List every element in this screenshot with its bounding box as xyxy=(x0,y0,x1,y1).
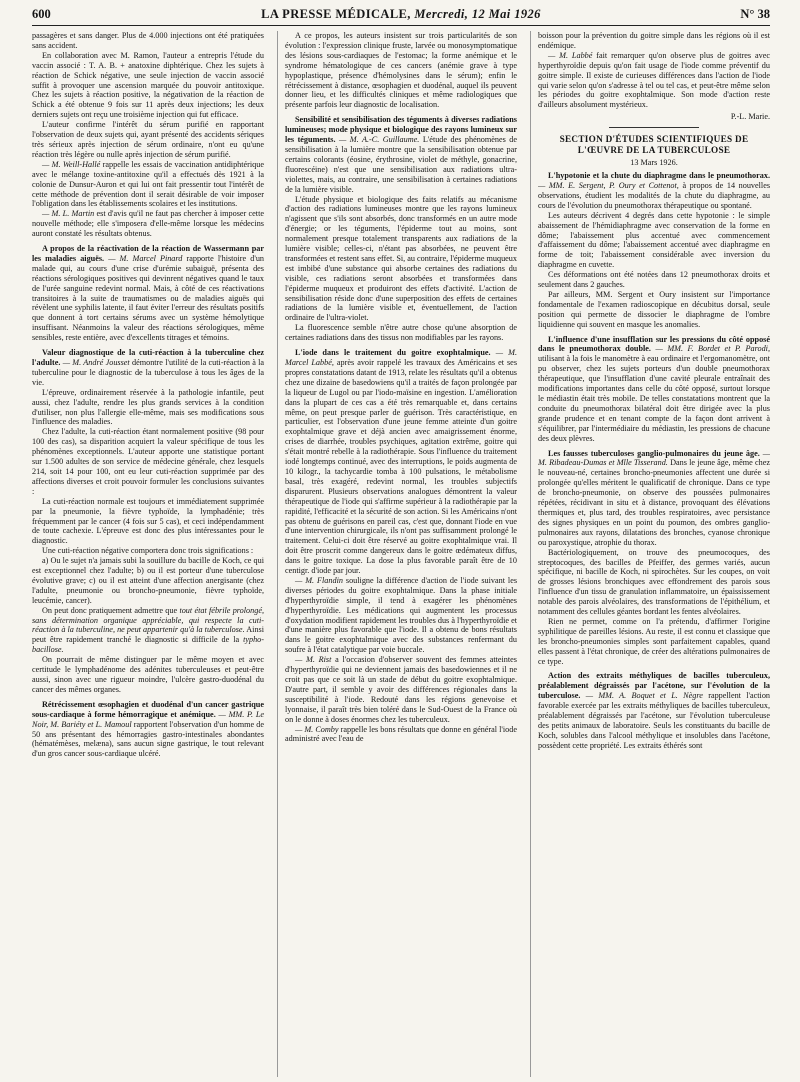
paragraph xyxy=(32,209,264,239)
article-title: Sensibilité et sensibilisation des téguments à diverses radiations lumineuses; mode physique et biologique des rayons lumineux sur les téguments. xyxy=(285,115,517,145)
paragraph: On pourrait de même distinguer par le même moyen et avec certitude le lymphadénome des adénites tuberculeuses et peut-être aussi, sinon avec une rigueur moindre, l'ulcère gastro-duodénal du cancer des mêmes organes. xyxy=(32,655,264,694)
paragraph xyxy=(32,606,264,656)
signature: P.-L. Marie. xyxy=(730,112,770,122)
author: — MM. P. Le Noir, M. Bariéty et L. Mamoul xyxy=(32,709,264,729)
paragraph-text: Ainsi peut être rapidement tranché le diagnostic si difficile de la xyxy=(32,625,264,645)
paragraph: Les auteurs décrivent 4 degrés dans cette hypotonie : le simple abaissement de l'hémidiaphragme avec conservation de la forme en dôme; l'abaissement plus accentué avec commencement d'affaissement du dôme; l'abaissement accentué avec diaphragme en forme de toit; l'abaissement considérable avec inversion du diaphragme en cuvette. xyxy=(538,210,770,270)
article xyxy=(32,244,264,343)
paragraph-text: démontre l'utilité de la cuti-réaction à la tuberculine pour le diagnostic de la tuberculose à tous les âges de la vie. xyxy=(32,358,264,387)
article xyxy=(538,171,770,211)
paragraph: Rien ne permet, comme on l'a prétendu, d'affirmer l'origine syphilitique de pareilles lésions. Au reste, il est connu et classique que les broncho-pneumonies simples sont parfaitement capables, quand elles passent à l'état chronique, de créer des altérations pulmonaires de ce type. xyxy=(538,616,770,666)
column-3 xyxy=(538,31,770,1077)
article xyxy=(538,671,770,750)
paragraph: La cuti-réaction normale est toujours et immédiatement supprimée par la pneumonie, la fièvre typhoïde, la lymphadénie; très fréquemment par le cancer (4 fois sur 5 cas), et ceci indépendamment de toute cachexie. L'épreuve est donc des plus intéressantes pour le diagnostic. xyxy=(32,496,264,546)
column-2 xyxy=(285,31,517,1077)
paragraph-text: a l'occasion d'observer souvent des femmes atteintes d'hyperthyroïdie qui ne deviennent jamais des basedowiennes et il ne croit pas que ce soit là un stade de début du goitre exophtalmique. D'autre part, il semble y avoir des différences régionales dans la susceptibilité à l'iode. Redouté dans les régions genevoise et lyonnaise, il paraît très bien toléré dans le Sud-Ouest de la France où on le donne à doses énormes chez les tuberculeux. xyxy=(285,655,517,724)
article-title: L'hypotonie et la chute du diaphragme dans le pneumothorax. xyxy=(548,171,770,181)
article-title: L'iode dans le traitement du goitre exophtalmique. xyxy=(295,348,491,358)
author: — M. A.-C. Guillaume. xyxy=(339,135,420,145)
paragraph-text: rappellent l'action favorable exercée par les extraits méthyliques de bacilles tuberculeux, préalablement dégraissés par l'acétone, sur l'évolution tuberculeuse des petits animaux de laboratoire. Seuls les constituants du bacille de Koch, solubles dans l'alcool méthylique et insolubles dans l'acétone, possèdent cette propriété. Les extraits éthérés sont xyxy=(538,691,770,750)
paragraph: Bactériologiquement, on trouve des pneumocoques, des streptocoques, des bacilles de Pfeiffer, des germes variés, aucun spécifique, ni bacille de Koch, ni spirochètes. Sur les coupes, on voit de grosses lésions bronchiques avec effondrement des parois sous l'influence d'un tissu de granulation inflammatoire, un épaississement notable des parois alvéolaires, des transformations de l'épithélium, et notamment des cellules géantes bordant les fentes alvéolaires. xyxy=(538,547,770,617)
column-1 xyxy=(32,31,264,1077)
author: — M. Ribadeau-Dumas et Mlle Tisserand. xyxy=(538,448,770,468)
emphasis: tout état fébrile prolongé, sans détermination organique appréciable, qui respecte la cuti-réaction à la tuberculine, ne peut appartenir qu'à la tuberculose. xyxy=(32,605,264,635)
journal-masthead xyxy=(32,7,770,22)
author: — MM. E. Sergent, P. Oury et Cottenot, xyxy=(538,180,679,190)
paragraph-text: fait remarquer qu'on observe plus de goitres avec hyperthyroïdie depuis qu'on fait usage de l'iode comme préventif du goitre simple. Il existe de curieuses différences dans l'action de l'iode qui varie selon qu'on s'adresse à tel ou tel cas, et peut-être même selon les périodes du goitre exophtalmique. Son mode d'action reste d'ailleurs absolument mystérieux. xyxy=(538,50,770,110)
paragraph: L'étude physique et biologique des faits relatifs au mécanisme d'action des radiations lumineuses montre que les rayons lumineux n'agissent que s'ils sont absorbés, donc transformés en un autre mode d'énergie; or les téguments, l'épiderme tout au moins, sont normalement presque totalement transparents aux radiations de la lumière visible; celles-ci, n'étant pas absorbées, ne peuvent être transformées et restent sans effet. Si, au contraire, l'épiderme muqueux est imbibé d'une substance qui absorbe certaines des radiations du visible, ces radiations seront absorbées et transformées dans l'épiderme muqueux et produiront des effets d'activité. L'action de sensibilisation réside donc d'une superposition des effets de certaines radiations de la lumière visible et, éventuellement, de l'action ordinaire de l'ultra-violet. xyxy=(285,194,517,323)
paragraph xyxy=(538,51,770,110)
paragraph-text: à propos de 14 nouvelles observations, étudient les modalités de la chute du diaphragme, au cours de l'évolution du pneumothorax thérapeutique ou spontané. xyxy=(538,180,770,210)
article-title: Action des extraits méthyliques de bacilles tuberculeux, préalablement dégraissés par l'acétone, sur l'évolution de la tuberculose. xyxy=(538,671,770,701)
section-date: 13 Mars 1926. xyxy=(630,158,678,168)
paragraph: Ces déformations ont été notées dans 12 pneumothorax droits et seulement dans 2 gauches. xyxy=(538,270,770,290)
paragraph: A ce propos, les auteurs insistent sur trois particularités de son évolution : l'expression clinique fruste, larvée ou monosymptomatique des lésions sous-cardiaques de l'estomac; la forme anémique et le syndrome hématologique de ces cancers (anémie grave à type hypoplastique, présence d'hémolysines dans le sérum); enfin le rétrécissement à distance, œsophagien et duodénal, auquel ils peuvent donner lieu, et les difficultés cliniques et même radiologiques que présente parfois leur diagnostic de localisation. xyxy=(285,31,517,110)
author: — M. Marcel Labbé, xyxy=(285,348,517,367)
article-title: L'influence d'une insufflation sur les pressions du côté opposé dans le pneumothorax double. xyxy=(538,334,770,354)
paragraph: La fluorescence semble n'être autre chose qu'une absorption de certaines radiations dans des tissus non modifiables par les rayons. xyxy=(285,323,517,343)
paragraph-text: utilisant à la fois le manomètre à eau ordinaire et l'ergomanomètre, ont pu observer, chez les sujets porteurs d'un double pneumothorax thérapeutique, que l'insufflation d'une cavité pleurale entraînait des modifications importantes dans celle du côté opposé, surtout lorsque le médiastin était très mobile. De telles constatations montrent que la conduite du pneumothorax bilatéral doit être dirigée avec la plus grande prudence et en tenant compte de la façon dont arrivent à s'équilibrer, par l'intermédiaire du médiastin, les pressions de chacune des deux plèvres. xyxy=(538,354,770,443)
section-title: SECTION D'ÉTUDES SCIENTIFIQUES DE L'ŒUVRE DE LA TUBERCULOSE xyxy=(559,134,749,156)
emphasis: typho-bacillose. xyxy=(32,635,264,655)
issue-number: N° 38 xyxy=(740,7,770,21)
paragraph: Chez l'adulte, la cuti-réaction étant normalement positive (98 pour 100 des cas), sa disparition acquiert la valeur spécifique de tous les phénomènes exceptionnels. L'auteur apporte une statistique portant sur 1.500 adultes de son service de médecine générale, chez lesquels 214, soit 14 pour 100, ont eu leur cuti-réaction supprimée par des affections diverses et croit pouvoir formuler les conclusions suivantes : xyxy=(32,427,264,496)
paragraph xyxy=(285,576,517,655)
article-title: Rétrécissement œsophagien et duodénal d'un cancer gastrique sous-cardiaque à forme hémorragique et anémique. xyxy=(32,699,264,719)
article-title: Les fausses tuberculoses ganglio-pulmonaires du jeune âge. xyxy=(548,448,760,458)
page-number: 600 xyxy=(32,7,51,21)
paragraph-text: On peut donc pratiquement admettre que xyxy=(42,605,178,615)
paragraph: Par ailleurs, MM. Sergent et Oury insistent sur l'importance fondamentale de l'examen radioscopique en décubitus dorsal, seule position qui permette de dissocier le diaphragme de l'ombre liquidienne qui souvent en masque les anomalies. xyxy=(538,289,770,329)
paragraph-text: après avoir rappelé les travaux des Américains et ses propres constatations datant de 1913, relate les résultats qu'il a obtenus chez une dizaine de basedowiens qu'il a traités de façon prolongée par la liqueur de Lugol ou par l'iodo-maïsine en ingestion. L'amélioration dans la plupart de ces cas a été très remarquable et, dans certains même, on peut presque parler de guérison. Très caractéristique, en particulier, est l'observation d'une jeune femme atteinte d'un goitre exophtalmique grave et déjà ancien avec amaigrissement énorme, crises de diarrhée, troubles psychiques, agitation extrême, goitre qui s'était montré rebelle à la radiothérapie. Sous l'influence du traitement iodé longtemps continué, avec des interruptions, le poids augmenta de 10 kilogr., la tachycardie tomba à 100 pulsations, le métabolisme basal, très exagéré, redevint normal, les troubles subjectifs disparurent. Plusieurs observations analogues démontrent la valeur thérapeutique de l'iode qui s'affirme supérieur à la radiothérapie par la rapidité, l'efficacité et la sécurité de son action. Si les Américains n'ont pas obtenu de guérisons en pareil cas, c'est que, donnant l'iode en vue d'une intervention chirurgicale, ils n'ont pas suffisamment prolongé le traitement. Celui-ci doit être réservé au goitre exophtalmique vrai. Il doit être proscrit comme dangereux dans le goitre œdémateux diffus, dans le goitre toxique. La dose la plus favorable paraît être de 10 centigr. d'iode par jour. xyxy=(285,358,517,576)
article-title: Valeur diagnostique de la cuti-réaction à la tuberculine chez l'adulte. xyxy=(32,348,264,367)
paragraph-text: Dans le jeune âge, même chez le nouveau-né, certaines broncho-pneumonies affectent une durée si prolongée qu'elles méritent le qualificatif de chronique. Dans ce type de broncho-pneumonie, on observe des poussées pulmonaires répétées, récidivant in situ et à distance, provoquant des élévations thermiques et, plus tard, des troubles respiratoires, avec persistance des signes physiques en un point du poumon, des ombres ganglio-pulmonaires aux rayons, dilatations des bronches, cyanose chronique ou paroxystique, atrophie du thorax. xyxy=(538,458,770,547)
article xyxy=(32,700,264,759)
paragraph-text: est d'avis qu'il ne faut pas chercher à imposer cette nouvelle méthode; elle s'imposera d'elle-même lorsque les médecins auront constaté les résultats obtenus. xyxy=(32,209,264,239)
paragraph: boisson pour la prévention du goitre simple dans les régions où il est endémique. xyxy=(538,31,770,50)
paragraph-text: rapporte l'histoire d'un malade qui, au cours d'une crise d'urémie subaiguë, présenta des réactions sérologiques positives qui devinrent négatives quand le taux de l'urée sanguine redevint normal. Mais, à côté de ces réactivations transitoires à la suite de traumatismes ou de maladies aiguës qui révèlent une syphilis latente, il faut éviter l'erreur des résultats positifs que donnent à tort certains sérums avec un système hémolytique insuffisant. Néanmoins la valeur des réactions sérologiques, même sensibles, reste entière, avec d'excellents titrages et témoins. xyxy=(32,253,264,343)
author: — MM. F. Bordet et P. Parodi, xyxy=(655,344,770,354)
paragraph-text: rapportent l'observation d'un homme de 50 ans présentant des hémorragies gastro-intestinales abondantes (hématémèses, melæna), sans aucun signe gastrique, le tout relevant d'un gros cancer sous-cardiaque ulcéré. xyxy=(32,719,264,759)
column-divider-1 xyxy=(277,31,278,1077)
article xyxy=(285,348,517,576)
author: — M. Comby xyxy=(295,724,339,734)
article-title: A propos de la réactivation de la réaction de Wassermann par les maladies aiguës. xyxy=(32,244,264,263)
issue-date: Mercredi, 12 Mai 1926 xyxy=(414,7,541,21)
author: — M. André Jousset xyxy=(62,358,130,367)
author: — M. Marcel Pinard xyxy=(108,253,183,263)
header-rule xyxy=(32,25,770,26)
author: — M. Flandin xyxy=(295,575,343,585)
journal-title: LA PRESSE MÉDICALE, xyxy=(261,7,411,21)
paragraph: En collaboration avec M. Ramon, l'auteur a entrepris l'étude du vaccin associé : T. A. B. + anatoxine diphtérique. Chez les sujets à réaction de Schick négative, une seule injection de vaccin associé suffit à provoquer une ascension marquée du pouvoir antitoxique. Chez les sujets à réaction positive, la négativation de la réaction de Schick a été obtenue 9 fois sur 11 après deux injections; les deux derniers sujets ont reçu une troisième injection qui fut efficace. xyxy=(32,50,264,120)
paragraph: L'auteur confirme l'intérêt du sérum purifié en rapportant l'observation de deux sujets qui, ayant présenté des accidents sériques très sérieux après injection de sérum ordinaire, n'ont eu qu'une réaction très légère ou nulle après injection de sérum purifié. xyxy=(32,120,264,159)
paragraph: L'épreuve, ordinairement réservée à la pathologie infantile, peut aussi, chez l'adulte, rendre les plus grands services à la condition d'utiliser, non plus l'allergie elle-même, mais ses modifications sous l'influence des maladies. xyxy=(32,387,264,427)
author: — M. Weill-Hallé xyxy=(42,159,101,169)
paragraph xyxy=(285,725,517,745)
paragraph-text: rappelle les essais de vaccination antidiphtérique avec le mélange toxine-antitoxine qu'il a effectués dès 1921 à la colonie de Dunsur-Auron et qui lui ont fait pressentir tout l'intérêt de cette méthode de prévention dont il serait désirable de voir imposer l'obligation dans les établissements scolaires et les institutions. xyxy=(32,159,264,209)
paragraph-text: rappelle les bons résultats que donne en général l'iode administré avec l'eau de xyxy=(285,724,517,744)
paragraph-text: souligne la différence d'action de l'iode suivant les diverses périodes du goitre exophtalmique. Dans la phase initiale d'hyperthyroïdie simple, il tend à exagérer les phénomènes d'hyperthyroïdie. Les médications qui augmentent les processus d'oxydation modifient rapidement les troubles dus à l'hyperthyroïdie et d'une manière plus favorable que l'iode. Il a obtenu de bons résultats dans le goitre exophtalmique avec des substances renfermant du soufre à l'état catalytique par voie buccale. xyxy=(285,575,517,655)
paragraph: Une cuti-réaction négative comportera donc trois significations : xyxy=(42,546,254,556)
paragraph xyxy=(285,655,517,724)
paragraph xyxy=(32,160,264,210)
paragraph: a) Ou le sujet n'a jamais subi la souillure du bacille de Koch, ce qui est exceptionnel chez l'adulte; b) ou il est porteur d'une tuberculose évolutive grave; c) ou il est atteint d'une affection anergisante (chez l'adulte, pneumonie ou broncho-pneumonie, fièvre typhoïde, leucémie, cancer). xyxy=(32,556,264,605)
article xyxy=(538,449,770,548)
author: — M. Rist xyxy=(295,655,332,665)
author: — MM. A. Boquet et L. Nègre xyxy=(585,691,703,701)
paragraph: passagères et sans danger. Plus de 4.000 injections ont été pratiquées sans accident. xyxy=(32,31,264,50)
article xyxy=(32,348,264,388)
author: — M. L. Martin xyxy=(42,209,95,219)
article xyxy=(285,115,517,194)
article xyxy=(538,335,770,444)
paragraph-text: L'étude des phénomènes de sensibilisation à la lumière montre que la sensibilisation obtenue par certains colorants (éosine, érythrosine, violet de méthyle, gonacrine, fluorescéine) n'est que une sensibilisation aux radiations ultra-violettes, mais, au contraire, une sensibilisation à certaines radiations de la lumière visible. xyxy=(285,135,517,194)
section-rule xyxy=(609,127,699,128)
author: — M. Labbé xyxy=(548,50,593,60)
column-divider-2 xyxy=(530,31,531,1077)
